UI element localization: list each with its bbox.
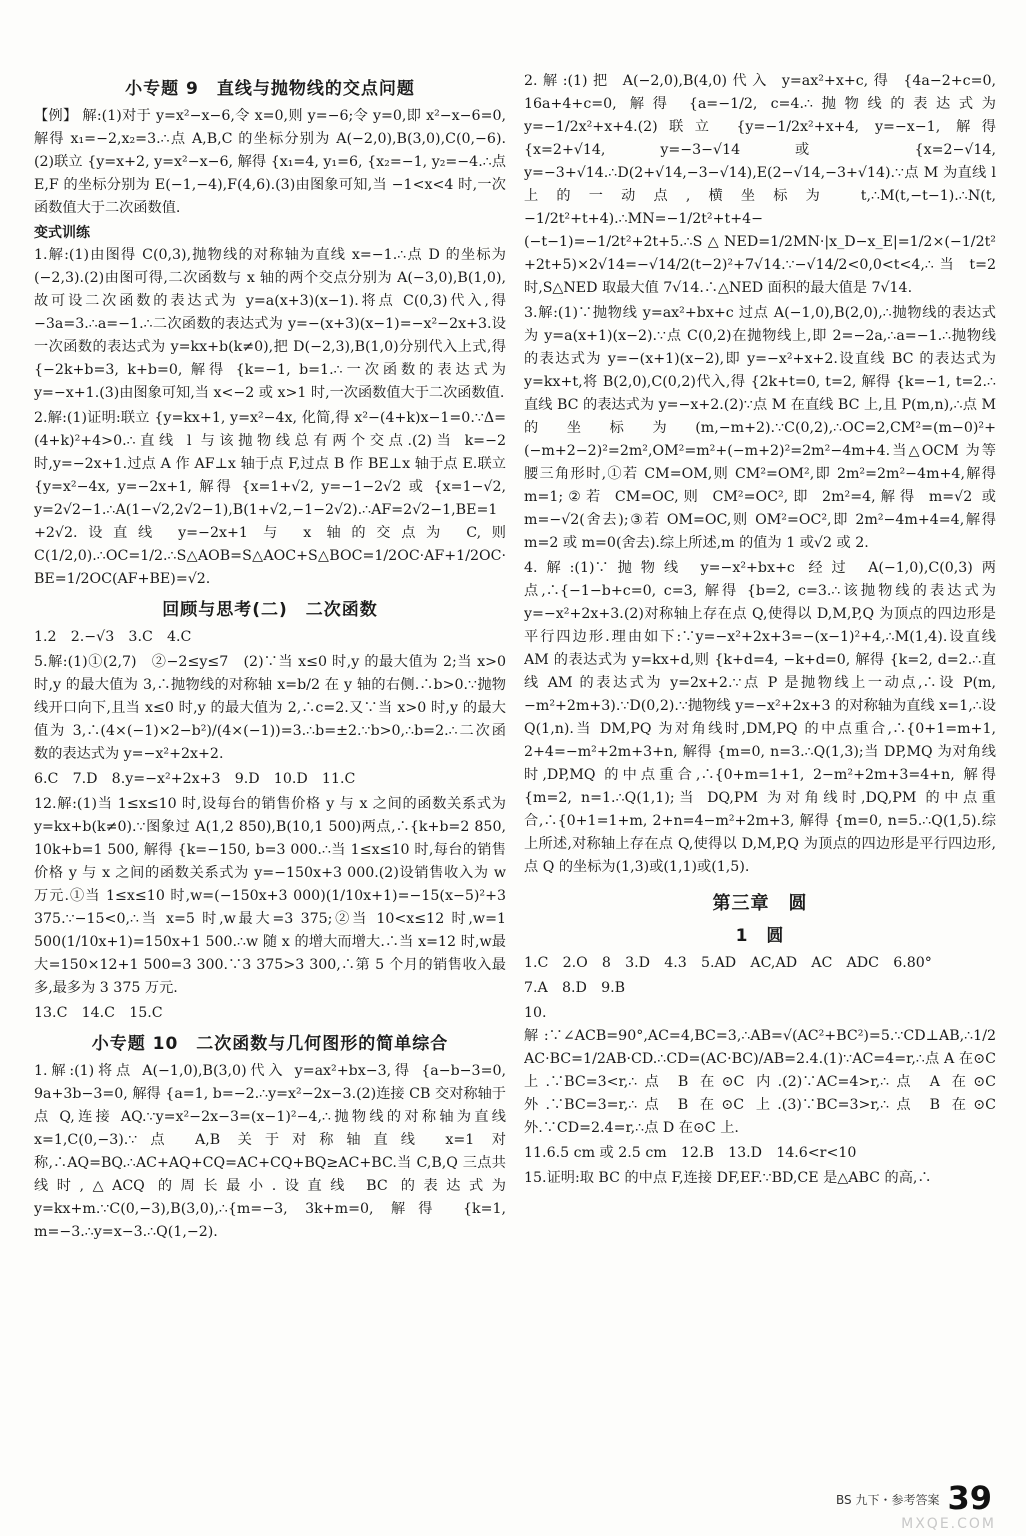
answer-12: 12.解:(1)当 1≤x≤10 时,设每台的销售价格 y 与 x 之间的函数关系式为 y=kx+b(k≠0).∵图象过 A(1,2 850),B(10,1 500)两点,∴{k+b=2 850, 10k+b=1 500, 解得 {k=−150, b=3 000.∴当 1≤x≤10 时,每台的销售价格 y 与 x 之间的函数关系式为 y=−150x+3 000.(2)设销售收入为 w 万元.①当 1≤x≤10 时,w=(−150x+3 000)(1/10x+1)=−15(x−5)²+3 375.∵−15<0,∴当 x=5 时,w最大=3 375;②当 10<x≤12 时,w=1 500(1/10x+1)=150x+1 500.∴w 随 x 的增大而增大.∴当 x=12 时,w最大=150×12+1 500=3 300.∵3 375>3 300,∴第 5 个月的销售收入最多,最多为 3 375 万元. — [34, 796, 506, 996]
chapter-3-title: 第三章 圆 — [712, 893, 808, 914]
circle-answers-1-6: 1.C 2.O 8 3.D 4.3 5.AD AC,AD AC ADC 6.80° — [524, 955, 932, 971]
watermark: MXQE.COM — [901, 1516, 996, 1532]
example-solution: 【例】 解:(1)对于 y=x²−x−6,令 x=0,则 y=−6;令 y=0,即 x²−x−6=0,解得 x₁=−2,x₂=3.∴点 A,B,C 的坐标分别为 A(−2,0),B(3,0),C(0,−6).(2)联立 {y=x+2, y=x²−x−6, 解得 {x₁=4, y₁=6, {x₂=−1, y₂=−4.∴点 E,F 的坐标分别为 E(−1,−4),F(4,6).(3)由图象可知,当 −1<x<4 时,一次函数值大于二次函数值. — [34, 108, 506, 216]
section-heading-topic-9: 小专题 9 直线与抛物线的交点问题 — [125, 79, 415, 99]
page-number: 39 — [947, 1479, 992, 1517]
section-1-title: 1 圆 — [735, 926, 785, 946]
topic-10-answer-4: 4.解:(1)∵抛物线 y=−x²+bx+c 经过 A(−1,0),C(0,3)两点,∴{−1−b+c=0, c=3, 解得 {b=2, c=3.∴该抛物线的表达式为 y=−x²+2x+3.(2)对称轴上存在点 Q,使得以 D,M,P,Q 为顶点的四边形是平行四边形.理由如下:∵y=−x²+2x+3=−(x−1)²+4,∴M(1,4).设直线 AM 的表达式为 y=kx+d,则 {k+d=4, −k+d=0, 解得 {k=2, d=2.∴直线 AM 的表达式为 y=2x+2.∵点 P 是抛物线上一动点,∴设 P(m,−m²+2m+3).∵D(0,2).∵抛物线 y=−x²+2x+3 的对称轴为直线 x=1,∴设 Q(1,n).当 DM,PQ 为对角线时,DM,PQ 的中点重合,∴{0+1=m+1, 2+4=−m²+2m+3+n, 解得 {m=0, n=3.∴Q(1,3);当 DP,MQ 为对角线时,DP,MQ 的中点重合,∴{0+m=1+1, 2−m²+2m+3=4+n, 解得 {m=2, n=1.∴Q(1,1);当 DQ,PM 为对角线时,DQ,PM 的中点重合,∴{0+1=1+m, 2+n=4−m²+2m+3, 解得 {m=0, n=5.∴Q(1,5).综上所述,对称轴上存在点 Q,使得以 D,M,P,Q 为顶点的四边形是平行四边形,点 Q 的坐标为(1,3)或(1,1)或(1,5). — [524, 560, 996, 875]
right-column — [524, 70, 996, 1470]
left-column — [34, 70, 506, 1470]
circle-answers-7-9: 7.A 8.D 9.B — [524, 980, 626, 996]
answers-6-11: 6.C 7.D 8.y=−x²+2x+3 9.D 10.D 11.C — [34, 771, 356, 787]
answer-2: 2.解:(1)证明:联立 {y=kx+1, y=x²−4x, 化简,得 x²−(4+k)x−1=0.∵Δ=(4+k)²+4>0.∴直线 l 与该抛物线总有两个交点.(2)当 k=−2 时,y=−2x+1.过点 A 作 AF⊥x 轴于点 F,过点 B 作 BE⊥x 轴于点 E.联立 {y=x²−4x, y=−2x+1, 解得 {x=1+√2, y=−1−2√2 或 {x=1−√2, y=2√2−1.∴A(1−√2,2√2−1),B(1+√2,−1−2√2).∴AF=2√2−1,BE=1+2√2.设直线 y=−2x+1 与 x 轴的交点为 C,则 C(1/2,0).∴OC=1/2.∴S△AOB=S△AOC+S△BOC=1/2OC·AF+1/2OC·BE=1/2OC(AF+BE)=√2. — [34, 410, 506, 587]
answers-13-15: 13.C 14.C 15.C — [34, 1005, 163, 1021]
circle-answer-10: 10.解:∵∠ACB=90°,AC=4,BC=3,∴AB=√(AC²+BC²)=5.∵CD⊥AB,∴1/2AC·BC=1/2AB·CD.∴CD=(AC·BC)/AB=2.4.(1)∵AC=4=r,∴点 A 在⊙C 上.∵BC=3<r,∴点 B 在⊙C 内.(2)∵AC=4>r,∴点 A 在⊙C 外.∵BC=3=r,∴点 B 在⊙C 上.(3)∵BC=3>r,∴点 B 在⊙C 外.∵CD=2.4=r,∴点 D 在⊙C 上. — [524, 1005, 996, 1136]
answer-5: 5.解:(1)①(2,7) ②−2≤y≤7 (2)∵当 x≤0 时,y 的最大值为 2;当 x>0 时,y 的最大值为 3,∴抛物线的对称轴 x=b/2 在 y 轴的右侧.∴b>0.∵抛物线开口向下,且当 x≤0 时,y 的最大值为 2,∴c=2.又∵当 x>0 时,y 的最大值为 3,∴(4×(−1)×2−b²)/(4×(−1))=3.∴b=±2.∵b>0,∴b=2.∴二次函数的表达式为 y=−x²+2x+2. — [34, 654, 506, 762]
topic-10-answer-3: 3.解:(1)∵抛物线 y=ax²+bx+c 过点 A(−1,0),B(2,0),∴抛物线的表达式为 y=a(x+1)(x−2).∵点 C(0,2)在抛物线上,即 2=−2a,∴a=−1.∴抛物线的表达式为 y=−(x+1)(x−2),即 y=−x²+x+2.设直线 BC 的表达式为 y=kx+t,将 B(2,0),C(0,2)代入,得 {2k+t=0, t=2, 解得 {k=−1, t=2.∴直线 BC 的表达式为 y=−x+2.(2)∵点 M 在直线 BC 上,且 P(m,n),∴点 M 的坐标为(m,−m+2).∵C(0,2),∴OC=2,CM²=(m−0)²+(−m+2−2)²=2m²,OM²=m²+(−m+2)²=2m²−4m+4.当△OCM 为等腰三角形时,①若 CM=OM,则 CM²=OM²,即 2m²=2m²−4m+4,解得 m=1;②若 CM=OC,则 CM²=OC²,即 2m²=4,解得 m=√2 或 m=−√2(舍去);③若 OM=OC,则 OM²=OC²,即 2m²−4m+4=4,解得 m=2 或 m=0(舍去).综上所述,m 的值为 1 或√2 或 2. — [524, 305, 996, 551]
topic-10-answer-2: 2.解:(1)把 A(−2,0),B(4,0)代入 y=ax²+x+c,得 {4a−2+c=0, 16a+4+c=0, 解得 {a=−1/2, c=4.∴抛物线的表达式为 y=−1/2x²+x+4.(2)联立 {y=−1/2x²+x+4, y=−x−1, 解得 {x=2+√14, y=−3−√14 或 {x=2−√14, y=−3+√14.∴D(2+√14,−3−√14),E(2−√14,−3+√14).∵点 M 为直线 l 上的一动点,横坐标为 t,∴M(t,−t−1).∴N(t,−1/2t²+t+4).∴MN=−1/2t²+t+4−(−t−1)=−1/2t²+2t+5.∴S△NED=1/2MN·|x_D−x_E|=1/2×(−1/2t²+2t+5)×2√14=−√14/2(t−2)²+7√14.∵−√14/2<0,0<t<4,∴当 t=2 时,S△NED 取最大值 7√14.∴△NED 面积的最大值是 7√14. — [524, 73, 996, 296]
footer-label: BS 九下・参考答案 — [836, 1493, 940, 1507]
circle-answer-15: 15.证明:取 BC 的中点 F,连接 DF,EF.∵BD,CE 是△ABC 的高,∴ — [524, 1170, 932, 1186]
answers-1-4: 1.2 2.−√3 3.C 4.C — [34, 629, 192, 645]
topic-10-answer-1: 1.解:(1)将点 A(−1,0),B(3,0)代入 y=ax²+bx−3,得 {a−b−3=0, 9a+3b−3=0, 解得 {a=1, b=−2.∴y=x²−2x−3.(2)连接 CB 交对称轴于点 Q,连接 AQ.∵y=x²−2x−3=(x−1)²−4,∴抛物线的对称轴为直线 x=1,C(0,−3).∵点 A,B 关于对称轴直线 x=1 对称,∴AQ=BQ.∴AC+AQ+CQ=AC+CQ+BQ≥AC+BC.当 C,B,Q 三点共线时,△ACQ 的周长最小.设直线 BC 的表达式为 y=kx+m.∵C(0,−3),B(3,0),∴{m=−3, 3k+m=0, 解得 {k=1, m=−3.∴y=x−3.∴Q(1,−2). — [34, 1063, 506, 1240]
section-heading-review-2: 回顾与思考(二) 二次函数 — [162, 600, 378, 620]
variant-training-heading: 变式训练 — [34, 225, 90, 241]
page-footer — [836, 1479, 992, 1517]
section-heading-topic-10: 小专题 10 二次函数与几何图形的简单综合 — [91, 1034, 449, 1054]
two-column-layout — [34, 70, 998, 1470]
answer-1: 1.解:(1)由图得 C(0,3),抛物线的对称轴为直线 x=−1.∴点 D 的坐标为(−2,3).(2)由图可得,二次函数与 x 轴的两个交点分别为 A(−3,0),B(1,0),故可设二次函数的表达式为 y=a(x+3)(x−1).将点 C(0,3)代入,得 −3a=3.∴a=−1.∴二次函数的表达式为 y=−(x+3)(x−1)=−x²−2x+3.设一次函数的表达式为 y=kx+b(k≠0),把 D(−2,3),B(1,0)分别代入上式,得 {−2k+b=3, k+b=0, 解得 {k=−1, b=1.∴一次函数的表达式为 y=−x+1.(3)由图象可知,当 x<−2 或 x>1 时,一次函数值大于二次函数值. — [34, 247, 506, 401]
circle-answers-11-14: 11.6.5 cm 或 2.5 cm 12.B 13.D 14.6<r<10 — [524, 1145, 857, 1161]
